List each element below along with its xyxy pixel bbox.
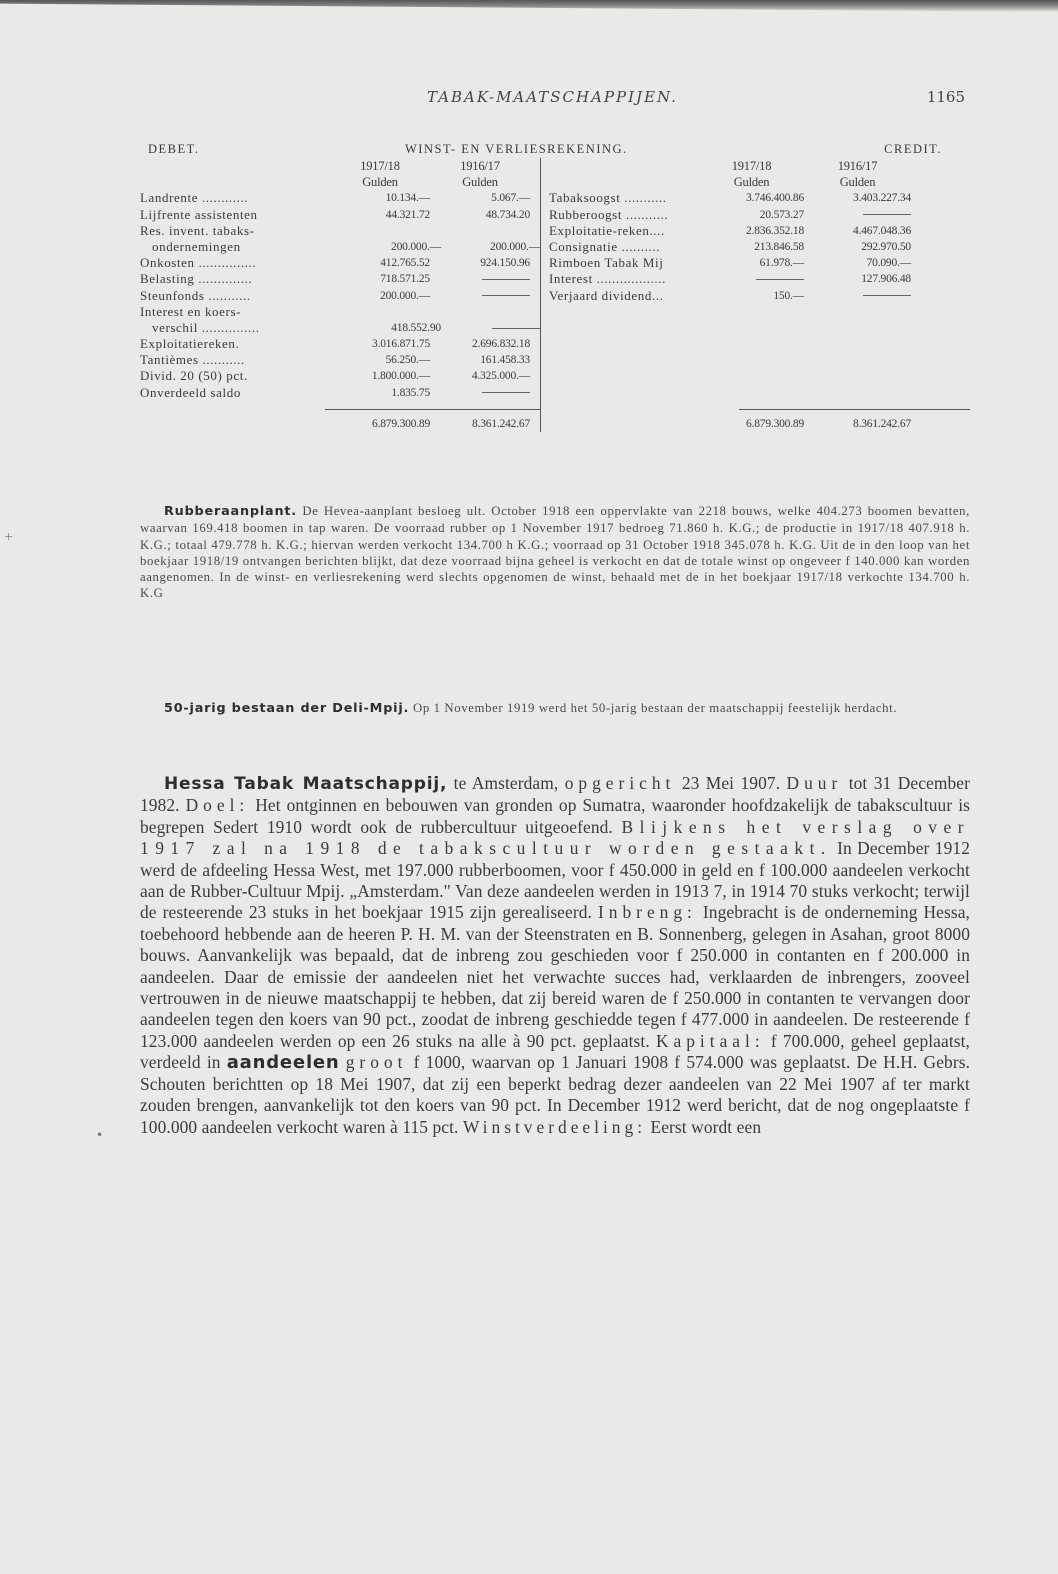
- hessa-west-sale: In December 1912 werd de afdeeling Hessa West, met 197.000 rubberboomen, voor f 450.000 in geld en f 100.000 aandeelen verkocht aan de Rubber-Cultuur Mpij. „Amsterdam." Van deze aandeelen werden in 1913 7, in 1914 70 stuks verkocht; terwijl de resteerende 23 stuks in het boekjaar 1915 zijn gerealiseerd.: [140, 838, 970, 923]
- value-1917-18: 1.800.000.—: [371, 370, 430, 383]
- nil-dash: [482, 392, 530, 393]
- value-1916-17: 292.970.50: [861, 240, 911, 253]
- table-row: [140, 320, 540, 336]
- rubberaanplant-rubric: Rubberaanplant.: [164, 504, 297, 519]
- hessa-blijkens: Blijkens het verslag over 1917 zal na 1918 de tabakscultuur worden gestaakt.: [140, 816, 971, 859]
- value-1916-17: 127.906.48: [861, 273, 911, 286]
- margin-mark: +: [4, 530, 14, 543]
- row-label: Interest en koers-: [140, 303, 242, 319]
- value-1916-17: 161.458.33: [480, 354, 530, 367]
- row-label: Exploitatiereken.: [140, 336, 240, 352]
- debit-total-1916: 8.361.242.67: [472, 417, 530, 430]
- hessa-shares: f 1000, waarvan op 1 Januari 1908 f 574.000 was geplaatst. De H.H. Gebrs. Schouten berichtten op 18 Mei 1907, dat zij een beperkt bedrag dezer aandeelen van 22 Mei 1907 af ter markt zouden brengen, aanvankelijk tot den koers van 90 pct. In December 1912 werd bericht, dat de nog ongeplaatste f 100.000 aandeelen verkocht waren à 115 pct.: [140, 1052, 971, 1137]
- rubberaanplant-text: De Hevea-aanplant besloeg ult. October 1918 een oppervlakte van 2218 bouws, welke 404.273 boomen bevatten, waarvan 169.418 boomen in tap waren. De voorraad rubber op 1 November 1917 bedroeg 71.860 h. K.G.; de productie in 1917/18 407.918 h. K.G.; totaal 479.778 h. K.G.; hiervan werden verkocht 134.700 h K.G.; voorraad op 31 October 1918 345.078 h. K.G. Uit de in den loop van het boekjaar 1918/19 ontvangen berichten blijkt, dat deze voorraad bijna geheel is verkocht en dat de totale winst op ongeveer f 140.000 kan worden aangenomen. In de winst- en verliesrekening werd slechts opgenomen de winst, behaald met de in het boekjaar 1917/18 verkochte 134.700 h. K.G: [140, 504, 970, 601]
- nil-dash: [863, 295, 911, 296]
- debit-rows: [140, 190, 540, 400]
- credit-label: CREDIT.: [884, 142, 942, 156]
- value-1916-17: [430, 385, 530, 401]
- account-heading: [140, 136, 970, 158]
- table-row: [140, 223, 540, 239]
- value-1917-18: [330, 304, 430, 320]
- credit-total-row: [549, 416, 970, 432]
- value-1916-17: [804, 288, 911, 304]
- totals-rule: [325, 409, 540, 410]
- debit-total-row: [140, 416, 540, 432]
- groot-label: groot: [345, 1052, 408, 1073]
- row-label: Steunfonds ...........: [140, 287, 251, 303]
- row-label: ondernemingen: [152, 238, 241, 254]
- aandeelen-rubric: aandeelen: [226, 1052, 340, 1074]
- column-header-unit: Gulden Gulden: [733, 175, 876, 190]
- row-label: Lijfrente assistenten: [140, 206, 258, 222]
- deli-jubilee-rubric: 50-jarig bestaan der Deli-Mpij.: [164, 701, 410, 716]
- value-1917-18: 10.134.—: [385, 192, 430, 205]
- table-row: [549, 288, 970, 304]
- nil-dash: [482, 279, 530, 280]
- row-label: Rimboen Tabak Mij: [549, 255, 664, 271]
- kapitaal-label: Kapitaal:: [655, 1030, 765, 1051]
- value-1917-18: 150.—: [773, 289, 804, 302]
- value-1916-17: [430, 288, 530, 304]
- account-sides: [140, 158, 970, 432]
- doel-label: Doel:: [185, 795, 250, 816]
- nil-dash: [492, 328, 540, 329]
- table-row: [549, 223, 970, 239]
- value-1916-17: 4.467.048.36: [853, 224, 911, 237]
- value-1917-18: 213.846.58: [754, 240, 804, 253]
- hessa-capital: f 700.000, geheel geplaatst, verdeeld in: [140, 1030, 970, 1073]
- totals-rule: [739, 409, 970, 410]
- value-1917-18: 3.746.400.86: [746, 192, 804, 205]
- credit-total-1916: 8.361.242.67: [853, 417, 911, 430]
- table-row: [140, 352, 540, 368]
- credit-rows: [549, 190, 970, 303]
- nil-dash: [756, 279, 804, 280]
- winstverdeeling-label: Winstverdeeling:: [462, 1116, 647, 1137]
- table-row: [140, 207, 540, 223]
- row-label: Consignatie ..........: [549, 238, 661, 254]
- table-row: [549, 271, 970, 287]
- credit-side: [540, 158, 970, 432]
- margin-dot: •: [96, 1128, 104, 1142]
- column-header-unit: Gulden Gulden: [362, 175, 498, 190]
- value-1916-17: 70.090.—: [866, 257, 911, 270]
- value-1917-18: 1.835.75: [391, 386, 430, 399]
- table-row: [140, 190, 540, 206]
- nil-dash: [482, 295, 530, 296]
- running-head: [140, 88, 965, 110]
- table-row: [140, 385, 540, 401]
- deli-jubilee-paragraph: [140, 700, 970, 717]
- value-1916-17: [441, 320, 540, 336]
- value-1917-18: 718.571.25: [380, 273, 430, 286]
- deli-jubilee-text: Op 1 November 1919 werd het 50-jarig bestaan der maatschappij feestelijk herdacht.: [413, 701, 898, 715]
- inbreng-label: Inbreng:: [597, 902, 697, 923]
- page-number: 1165: [926, 88, 965, 106]
- value-1916-17: 200.000.—: [490, 240, 540, 253]
- debit-side: [140, 158, 540, 432]
- hessa-profit-distribution: Eerst wordt een: [650, 1116, 762, 1137]
- table-row: [549, 239, 970, 255]
- hessa-location: te Amsterdam,: [453, 773, 559, 793]
- table-row: [140, 368, 540, 384]
- value-1916-17: 3.403.227.34: [853, 192, 911, 205]
- hessa-founded: 23 Mei 1907.: [681, 773, 781, 793]
- profit-loss-account: [140, 136, 970, 432]
- row-label: Rubberoogst ...........: [549, 206, 669, 222]
- value-1917-18: 20.573.27: [759, 208, 804, 221]
- row-label: verschil ...............: [152, 319, 260, 335]
- table-row: [140, 255, 540, 271]
- table-row: [140, 336, 540, 352]
- value-1916-17: [804, 207, 911, 223]
- hessa-rubric: Hessa Tabak Maatschappij,: [164, 774, 448, 794]
- hessa-inbreng: Ingebracht is de onderneming Hessa, toebehoord hebbende aan de heeren P. H. M. van der Steenstraten en B. Sonnenberg, gelegen in Asahan, groot 8000 bouws. Aanvankelijk was bepaald, dat de inbreng zou geschieden voor f 250.000 in contanten en f 200.000 in aandeelen. Daar de emissie der aandeelen niet het verwachte succes had, verklaarden de inbrengers, zooveel vertrouwen in de nieuwe maatschappij te hebben, dat zij bereid waren de f 250.000 in contanten te vervangen door aandeelen tegen den koers van 90 pct., zoodat de inbreng geschiedde tegen f 477.000 in aandeelen. De resteerende f 123.000 aandeelen werden op een 26 stuks na alle à 90 pct. geplaatst.: [140, 902, 970, 1051]
- hessa-paragraph: [140, 773, 970, 1138]
- row-label: Res. invent. tabaks-: [140, 222, 255, 238]
- value-1917-18: [330, 223, 430, 239]
- value-1917-18: [699, 271, 804, 287]
- row-label: Verjaard dividend...: [549, 287, 664, 303]
- row-label: Onkosten ...............: [140, 255, 257, 271]
- value-1917-18: 44.321.72: [385, 208, 430, 221]
- debit-label: DEBET.: [148, 142, 200, 156]
- row-label: Exploitatie-reken....: [549, 222, 665, 238]
- value-1917-18: 2.836.352.18: [746, 224, 804, 237]
- table-row: [549, 190, 970, 206]
- row-label: Belasting ..............: [140, 271, 253, 287]
- value-1916-17: 4.325.000.—: [471, 370, 530, 383]
- value-1917-18: 200.000.—: [380, 289, 430, 302]
- row-label: Divid. 20 (50) pct.: [140, 368, 248, 384]
- value-1917-18: 56.250.—: [385, 354, 430, 367]
- value-1917-18: 418.552.90: [391, 321, 441, 334]
- table-row: [549, 255, 970, 271]
- column-header-years: 1917/18 1916/17: [360, 159, 500, 173]
- value-1916-17: [430, 223, 530, 239]
- value-1916-17: 48.734.20: [485, 208, 530, 221]
- duur-label: Duur: [786, 773, 843, 793]
- value-1916-17: 924.150.96: [480, 257, 530, 270]
- table-row: [549, 207, 970, 223]
- value-1917-18: 412.765.52: [380, 257, 430, 270]
- row-label: Tabaksoogst ...........: [549, 190, 667, 206]
- value-1917-18: 3.016.871.75: [372, 338, 430, 351]
- rubberaanplant-paragraph: [140, 503, 970, 602]
- nil-dash: [863, 214, 911, 215]
- table-row: [140, 288, 540, 304]
- opgericht-label: opgericht: [564, 773, 676, 793]
- hessa-duration: tot 31 December 1982.: [140, 773, 970, 816]
- value-1916-17: 2.696.832.18: [472, 338, 530, 351]
- table-row: [140, 304, 540, 320]
- table-row: [140, 239, 540, 255]
- running-title: TABAK-MAATSCHAPPIJEN.: [427, 88, 678, 106]
- value-1916-17: [430, 271, 530, 287]
- debit-total-1917: 6.879.300.89: [372, 417, 430, 430]
- row-label: Landrente ............: [140, 190, 249, 206]
- value-1917-18: 200.000.—: [391, 240, 441, 253]
- table-row: [140, 271, 540, 287]
- hessa-purpose: Het ontginnen en bebouwen van gronden op Sumatra, waaronder hoofdzakelijk de tabakscultuur is begrepen Sedert 1910 wordt ook de rubbercultuur uitgeoefend.: [140, 795, 971, 837]
- value-1917-18: 61.978.—: [759, 257, 804, 270]
- value-1916-17: 5.067.—: [491, 192, 530, 205]
- row-label: Interest ..................: [549, 271, 666, 287]
- account-title: WINST- EN VERLIESREKENING.: [405, 142, 628, 156]
- row-label: Onverdeeld saldo: [140, 384, 241, 400]
- value-1916-17: [430, 304, 530, 320]
- column-header-years: 1917/18 1916/17: [731, 159, 878, 173]
- row-label: Tantièmes ...........: [140, 352, 245, 368]
- credit-total-1917: 6.879.300.89: [746, 417, 804, 430]
